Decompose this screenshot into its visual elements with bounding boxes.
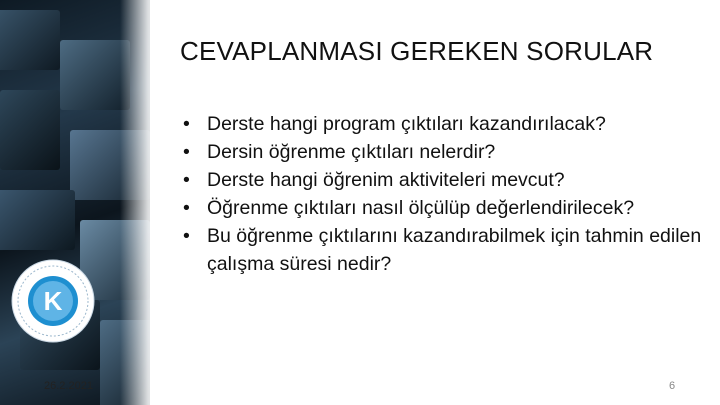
list-item-text: Derste hangi program çıktıları kazandırılacak? <box>207 113 606 135</box>
list-item <box>183 138 703 166</box>
list-item <box>183 222 703 278</box>
list-item <box>183 166 703 194</box>
bullet-marker: • <box>183 169 190 191</box>
panel-tile <box>0 190 75 250</box>
list-item-text: Öğrenme çıktıları nasıl ölçülüp değerlendirilecek? <box>207 197 635 219</box>
question-list <box>183 110 703 278</box>
list-item-text: Bu öğrenme çıktılarını kazandırabilmek için tahmin edilen çalışma süresi nedir? <box>207 225 702 275</box>
logo-letter: K <box>43 286 63 316</box>
list-item <box>183 110 703 138</box>
panel-tile <box>0 90 60 170</box>
bullet-marker: • <box>183 113 190 135</box>
list-item-text: Derste hangi öğrenim aktiviteleri mevcut? <box>207 169 565 191</box>
panel-tile <box>0 10 60 70</box>
university-logo-icon <box>10 258 96 344</box>
bullet-marker: • <box>183 141 190 163</box>
bullet-marker: • <box>183 225 190 247</box>
slide-title: CEVAPLANMASI GEREKEN SORULAR <box>180 36 654 66</box>
list-item <box>183 194 703 222</box>
side-panel-fade <box>120 0 160 405</box>
slide-date: 26.2.2021 <box>44 380 93 392</box>
list-item-text: Dersin öğrenme çıktıları nelerdir? <box>207 141 496 163</box>
bullet-marker: • <box>183 197 190 219</box>
page-number: 6 <box>669 380 676 392</box>
